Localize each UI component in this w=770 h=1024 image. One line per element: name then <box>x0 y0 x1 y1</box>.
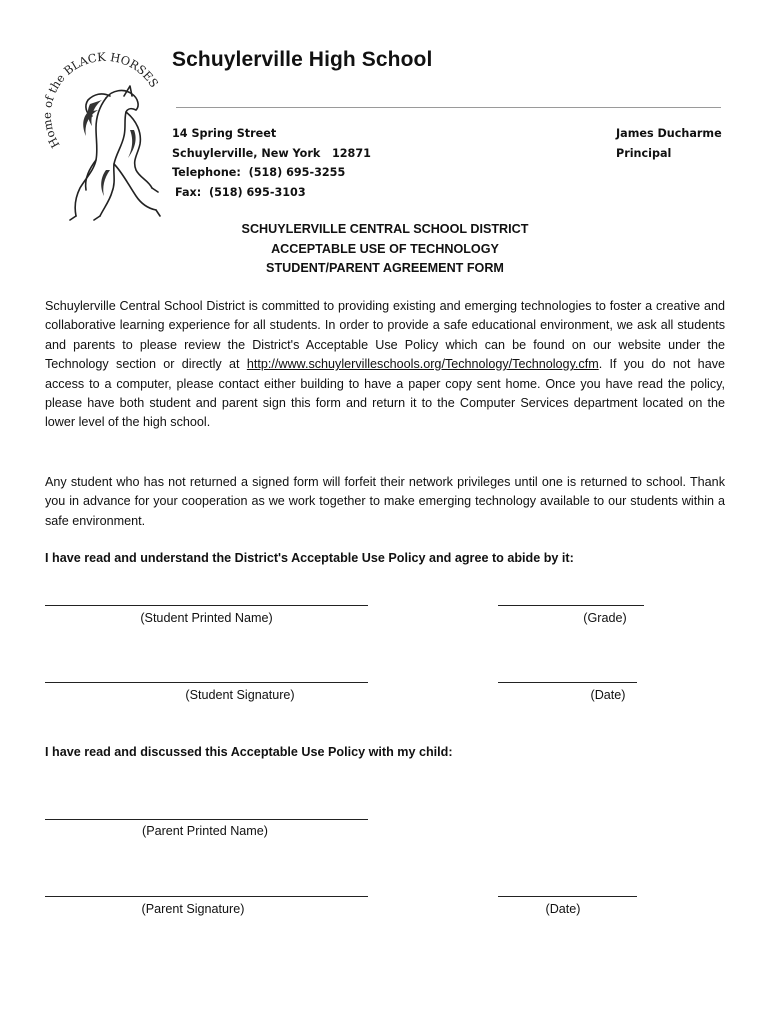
form-title-line-1: SCHUYLERVILLE CENTRAL SCHOOL DISTRICT <box>241 222 529 236</box>
notice-paragraph: Any student who has not returned a signed form will forfeit their network privileges until one is returned to school. Thank you in advance for your cooperation as we work together to make emerging technology available to our students within a safe environment. <box>45 475 725 528</box>
svg-text:Home of the BLACK HORSES <box>40 50 161 150</box>
address-block <box>172 124 371 202</box>
school-name: Schuylerville High School <box>172 48 433 71</box>
principal-title: Principal <box>616 146 672 160</box>
address-street: 14 Spring Street <box>172 127 277 140</box>
parent-date-caption: (Date) <box>545 902 581 916</box>
parent-signature-line[interactable] <box>45 896 368 897</box>
address-city: Schuylerville, New York 12871 <box>172 146 371 160</box>
address-telephone: Telephone: (518) 695-3255 <box>172 166 346 179</box>
form-title-line-2: ACCEPTABLE USE OF TECHNOLOGY <box>271 241 499 256</box>
parent-date-line[interactable] <box>498 896 637 897</box>
parent-printed-name-caption: (Parent Printed Name) <box>142 824 268 838</box>
student-signature-line[interactable] <box>45 682 368 683</box>
student-date-caption: (Date) <box>590 688 626 702</box>
student-statement: I have read and understand the District's Acceptable Use Policy and agree to abide by it: <box>45 551 574 565</box>
black-horses-logo <box>40 50 170 225</box>
policy-link[interactable]: http://www.schuylervilleschools.org/Technology/Technology.cfm <box>246 357 599 372</box>
form-title-line-3: STUDENT/PARENT AGREEMENT FORM <box>266 261 504 275</box>
grade-caption: (Grade) <box>583 611 627 625</box>
parent-printed-name-line[interactable] <box>45 819 368 820</box>
header-divider <box>176 107 721 108</box>
form-title <box>0 220 770 279</box>
address-fax: Fax: (518) 695-3103 <box>175 185 306 199</box>
horse-icon <box>70 86 160 220</box>
student-printed-name-caption: (Student Printed Name) <box>140 611 273 625</box>
principal-block <box>616 124 722 163</box>
student-signature-caption: (Student Signature) <box>185 688 295 702</box>
student-date-line[interactable] <box>498 682 637 683</box>
intro-paragraph <box>45 297 725 433</box>
principal-name: James Ducharme <box>616 127 722 140</box>
intro-text-end: . If you do not have access to a computer, please contact either building to have a paper copy sent home. Once you have read the policy, please have both student and parent sign this form and return it to the Computer Services department located on the lower level of the high school. <box>45 357 725 430</box>
student-printed-name-line[interactable] <box>45 605 368 606</box>
parent-signature-caption: (Parent Signature) <box>141 902 245 916</box>
intro-text-start: Schuylerville Central School District is committed to providing existing and emerging technologies to foster a creative and collaborative learning experience for all students. In order to provide a safe educational environment, we ask all students and parents to please review the District's Acceptable Use Policy which can be found on our website under the Technology section or directly at <box>45 299 725 372</box>
parent-statement: I have read and discussed this Acceptable Use Policy with my child: <box>45 745 453 759</box>
grade-line[interactable] <box>498 605 644 606</box>
logo-arc-text: Home of the BLACK HORSES <box>40 50 162 151</box>
